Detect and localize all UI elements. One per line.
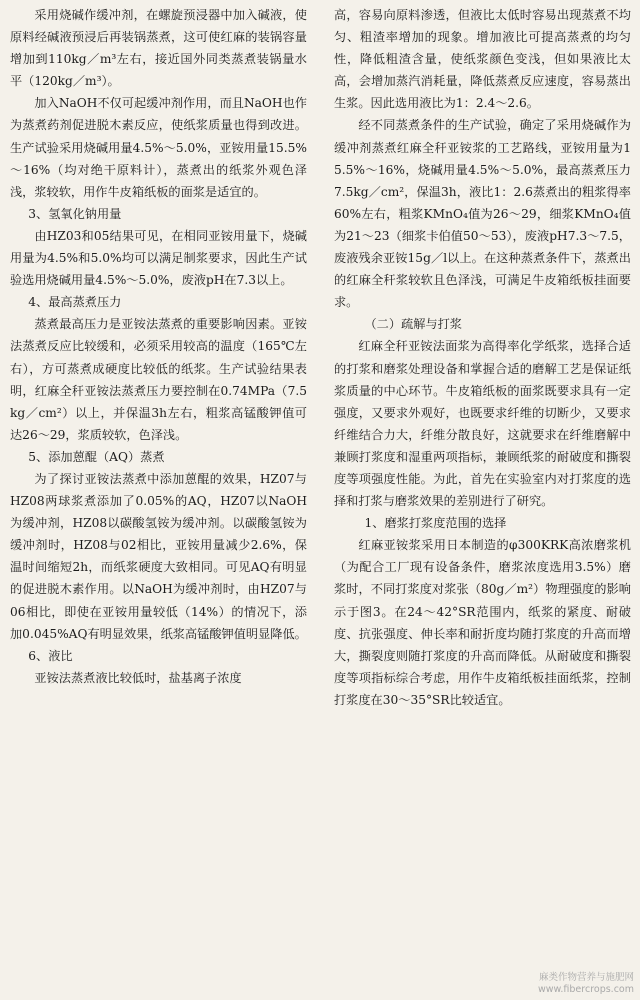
watermark-title: 麻类作物营养与施肥网 xyxy=(538,972,634,983)
heading-beating-degree-range: 1、磨浆打浆度范围的选择 xyxy=(364,516,507,531)
heading-max-pressure: 4、最高蒸煮压力 xyxy=(28,295,122,310)
paragraph-buffer-preimpregnation: 采用烧碱作缓冲剂，在螺旋预浸器中加入碱液，使原料经碱液预浸后再装锅蒸煮，这可使红麻的装锅容量增加到110kg／m³左右，接近国外同类蒸煮装锅量水平（120kg／m³）。 xyxy=(10,8,307,89)
heading-liquor-ratio: 6、液比 xyxy=(28,648,73,663)
heading-defibering-beating: （二）疏解与打浆 xyxy=(364,317,462,332)
paragraph-liquor-ratio-start: 亚铵法蒸煮液比较低时，盐基离子浓度 xyxy=(34,670,242,685)
paragraph-aq-cooking: 为了探讨亚铵法蒸煮中添加蒽醌的效果，HZ07与HZ08两球浆煮添加了0.05%的AQ，HZ07以NaOH为缓冲剂，HZ08以碳酸氢铵为缓冲剂。以碳酸氢铵为缓冲剂时，HZ08与02相比，亚铵用量减少2.6%，保温时间缩短2h，而纸浆硬度大致相同。可见AQ有明显的促进脱木素作用。以NaOH为缓冲剂时，由HZ07与06相比，即使在亚铵用量较低（14%）的情况下，添加0.045%AQ有明显效果，纸浆高锰酸钾值明显降低。 xyxy=(10,471,307,641)
heading-aq-cooking: 5、添加蒽醌（AQ）蒸煮 xyxy=(28,449,165,464)
paragraph-beating-degree: 红麻亚铵浆采用日本制造的φ300KRK高浓磨浆机（为配合工厂现有设备条件，磨浆浓度选用3.5%）磨浆时，不同打浆度对浆张（80g／m²）物理强度的影响示于图3。在24～42°SR范围内，纸浆的紧度、耐破度、抗张强度、伸长率和耐折度均随打浆度的升高而增大，撕裂度则随打浆度的升高而降低。从耐破度和撕裂度等项指标综合考虑，用作牛皮箱纸板挂面纸浆，控制打浆度在30～35°SR比较适宜。 xyxy=(334,538,631,707)
paragraph-beating-intro: 红麻全秆亚铵法面浆为高得率化学纸浆，选择合适的打浆和磨浆处理设备和掌握合适的磨解工艺是保证纸浆质量的中心环节。牛皮箱纸板的面浆既要求具有一定强度，又要求外观好，也既要求纤维的切断少，又要求纤维结合力大，纤维分散良好，这就要求在纤维磨解中兼顾打浆度和湿重两项指标，兼顾纸浆的耐破度和撕裂度等项强度性能。为此，首先在实验室内对打浆度的选择和打浆与磨浆效果的差别进行了研究。 xyxy=(334,339,631,509)
right-column xyxy=(334,4,631,711)
paragraph-max-pressure: 蒸煮最高压力是亚铵法蒸煮的重要影响因素。亚铵法蒸煮反应比较缓和，必须采用较高的温度（165℃左右），方可蒸煮成硬度比较低的纸浆。生产试验结果表明，红麻全秆亚铵法蒸煮压力要控制在0.74MPa（7.5kg／cm²）以上，并保温3h左右，粗浆高锰酸钾值可达26～29，浆质较软，色泽浅。 xyxy=(10,317,307,442)
left-column xyxy=(10,4,307,689)
heading-naoh-dosage: 3、氢氧化钠用量 xyxy=(28,206,122,221)
paragraph-process-summary: 经不同蒸煮条件的生产试验，确定了采用烧碱作为缓冲剂蒸煮红麻全秆亚铵浆的工艺路线，亚铵用量为15.5%～16%，烧碱用量4.5%～5.0%，最高蒸煮压力7.5kg／cm²，保温3h，液比1：2.6蒸煮出的粗浆得率60%左右，粗浆KMnO₄值为26～29，细浆KMnO₄值为21～23（细浆卡伯值50～53），废液pH7.3～7.5，废液残余亚铵15g／l以上。在这种蒸煮条件下，蒸煮出的红麻全秆浆较软且色泽浅，可满足牛皮箱纸板挂面要求。 xyxy=(334,118,631,310)
paragraph-liquor-ratio-cont: 高，容易向原料渗透，但液比太低时容易出现蒸煮不均匀、粗渣率增加的现象。增加液比可提高蒸煮的均匀性，降低粗渣含量，使纸浆颜色变浅，但如果液比太高，会增加蒸汽消耗量，降低蒸煮反应速度，容易蒸出生浆。因此选用液比为1：2.4～2.6。 xyxy=(334,8,631,111)
paragraph-naoh-effect: 加入NaOH不仅可起缓冲剂作用，而且NaOH也作为蒸煮药剂促进脱木素反应，使纸浆质量也得到改进。生产试验采用烧碱用量4.5%～5.0%，亚铵用量15.5%～16%（均对绝干原料计），蒸煮出的纸浆外观色泽浅，浆较软，用作牛皮箱纸板的面浆是适宜的。 xyxy=(10,96,307,199)
paragraph-naoh-dosage: 由HZ03和05结果可见，在相同亚铵用量下，烧碱用量为4.5%和5.0%均可以满足制浆要求，因此生产试验选用烧碱用量4.5%～5.0%，废液pH在7.3以上。 xyxy=(10,228,307,288)
watermark-url: www.fibercrops.com xyxy=(537,984,634,995)
site-watermark xyxy=(538,972,634,996)
